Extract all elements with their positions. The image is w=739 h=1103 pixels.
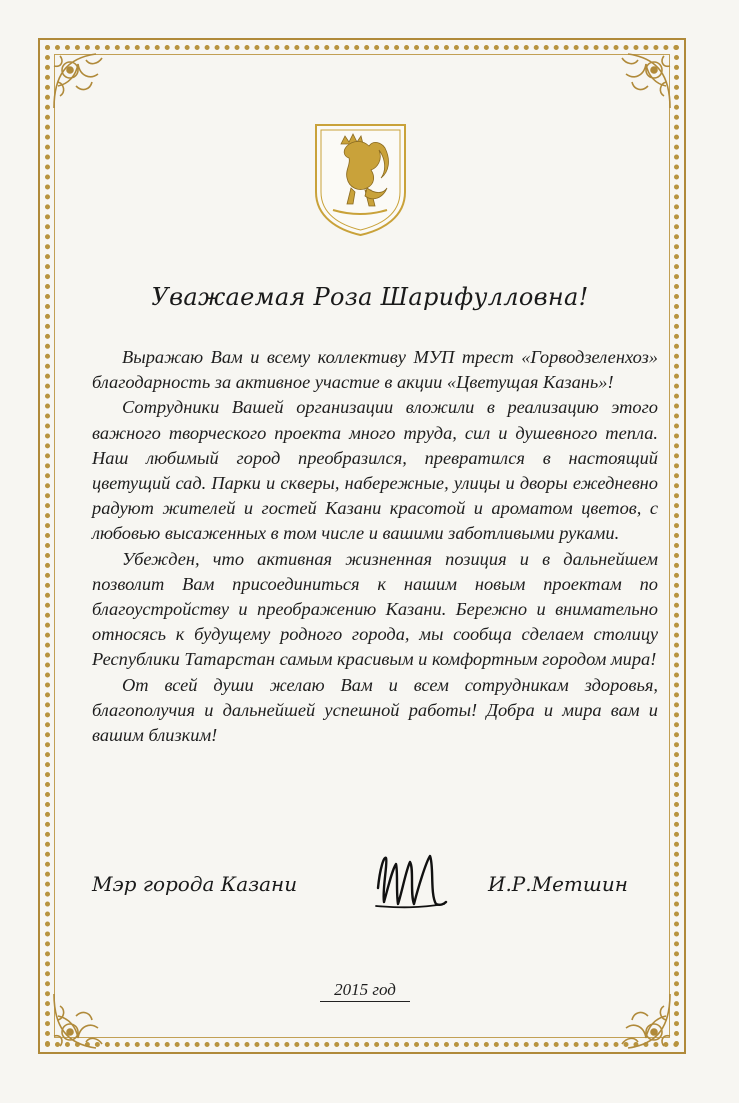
letter-body	[92, 345, 658, 748]
corner-ornament-icon	[608, 46, 678, 116]
kazan-coat-of-arms-emblem-icon	[313, 122, 408, 237]
corner-ornament-icon	[46, 986, 116, 1056]
signer-name: И.Р.Метшин	[488, 872, 628, 896]
letter-year: 2015 год	[320, 980, 410, 1002]
corner-ornament-icon	[608, 986, 678, 1056]
corner-ornament-icon	[46, 46, 116, 116]
letter-paragraph: Выражаю Вам и всему коллективу МУП трест «Горводзеленхоз» благодарность за активное участие в акции «Цветущая Казань»!	[92, 347, 658, 393]
handwritten-signature-icon	[370, 848, 450, 918]
letter-greeting: Уважаемая Роза Шарифулловна!	[151, 283, 589, 311]
letter-paragraph: От всей души желаю Вам и всем сотрудникам здоровья, благополучия и дальнейшей успешной работы! Добра и мира вам и вашим близким!	[92, 674, 658, 746]
letter-paragraph: Убежден, что активная жизненная позиция и в дальнейшем позволит Вам присоединиться к нашим новым проектам по благоустройству и преображению Казани. Бережно и внимательно относясь к будущему родного города, мы сообща сделаем столицу Республики Татарстан самым красивым и комфортным городом мира!	[92, 548, 658, 670]
letter-paragraph: Сотрудники Вашей организации вложили в реализацию этого важного творческого проекта много труда, сил и душевного тепла. Наш любимый город преобразился, превратился в настоящий цветущий сад. Парки и скверы, набережные, улицы и дворы ежедневно радуют жителей и гостей Казани красотой и ароматом цветов, с любовью высаженных в том числе и вашими заботливыми руками.	[92, 397, 658, 544]
signer-title: Мэр города Казани	[92, 872, 298, 896]
